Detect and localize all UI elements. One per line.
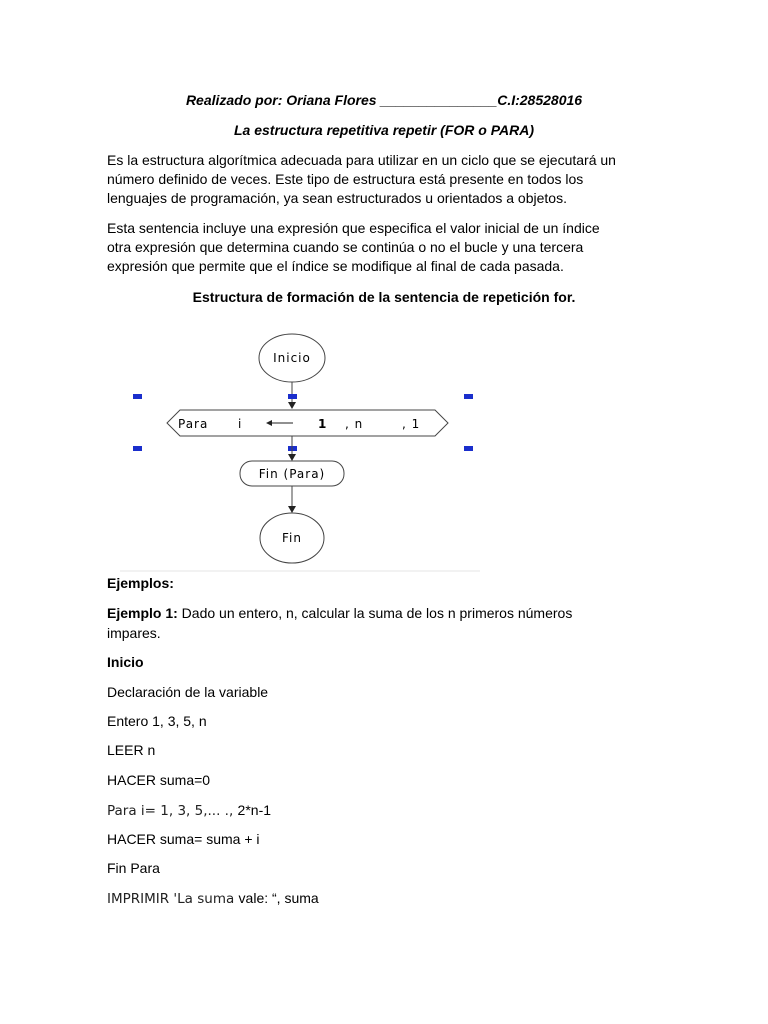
pseudocode-line: Fin Para [107,860,160,876]
example1-line2: impares. [107,625,161,641]
imprimir-a: IMPRIMIR 'La suma [107,891,239,907]
loop-var-label: i [238,417,243,431]
pseudocode-line: HACER suma=0 [107,772,211,788]
pseudocode-line: Declaración de la variable [107,684,269,700]
text-line: lenguajes de programación, ya sean estructurados u orientados a objetos. [107,190,567,206]
for-loop-flowchart [120,330,480,575]
text-line: expresión que permite que el índice se modifique al final de cada pasada. [107,258,564,274]
start-label: Inicio [273,351,311,365]
end-label: Fin [282,531,302,545]
selection-handle [133,394,142,399]
selection-handle [288,394,297,399]
author-line: Realizado por: Oriana Flores _______________C.I:28528016 [185,92,583,108]
selection-handle [133,446,142,451]
loop-to-label: , n [345,417,364,431]
description-paragraph [107,219,667,276]
document-title: La estructura repetitiva repetir (FOR o PARA) [233,122,535,138]
example1-text: Dado un entero, n, calcular la suma de los n primeros números [177,605,573,621]
examples-heading: Ejemplos: [107,575,174,591]
para-line-a: Para i= 1, 3, 5,... ., [107,803,238,819]
text-line: Es la estructura algorítmica adecuada para utilizar en un ciclo que se ejecutará un [107,152,616,168]
loop-step-label: , 1 [402,417,421,431]
intro-paragraph [107,151,667,208]
arrow-head [288,402,296,409]
text-line: número definido de veces. Este tipo de estructura está presente en todos los [107,171,584,187]
arrow-head [288,506,296,513]
section-heading: Estructura de formación de la sentencia de repetición for. [192,289,576,305]
imprimir-line [107,890,319,907]
selection-handle [464,446,473,451]
pseudocode-line: HACER suma= suma + i [107,831,260,847]
para-line [107,802,271,819]
pseudocode-line: Entero 1, 3, 5, n [107,713,207,729]
loop-from-label: 1 [318,417,328,431]
loop-end-label: Fin (Para) [258,467,326,481]
text-line: Esta sentencia incluye una expresión que especifica el valor inicial de un índice [107,220,600,236]
para-line-b: 2*n-1 [237,802,272,818]
example1-label: Ejemplo 1: [107,605,178,621]
arrow-head [288,454,296,461]
imprimir-b: vale: “, suma [238,890,319,906]
pseudocode-line: LEER n [107,742,156,758]
text-line: otra expresión que determina cuando se continúa o no el bucle y una tercera [107,239,584,255]
selection-handle [464,394,473,399]
example1-line [107,605,572,621]
inicio-label: Inicio [107,654,144,670]
loop-para-label: Para [178,417,209,431]
